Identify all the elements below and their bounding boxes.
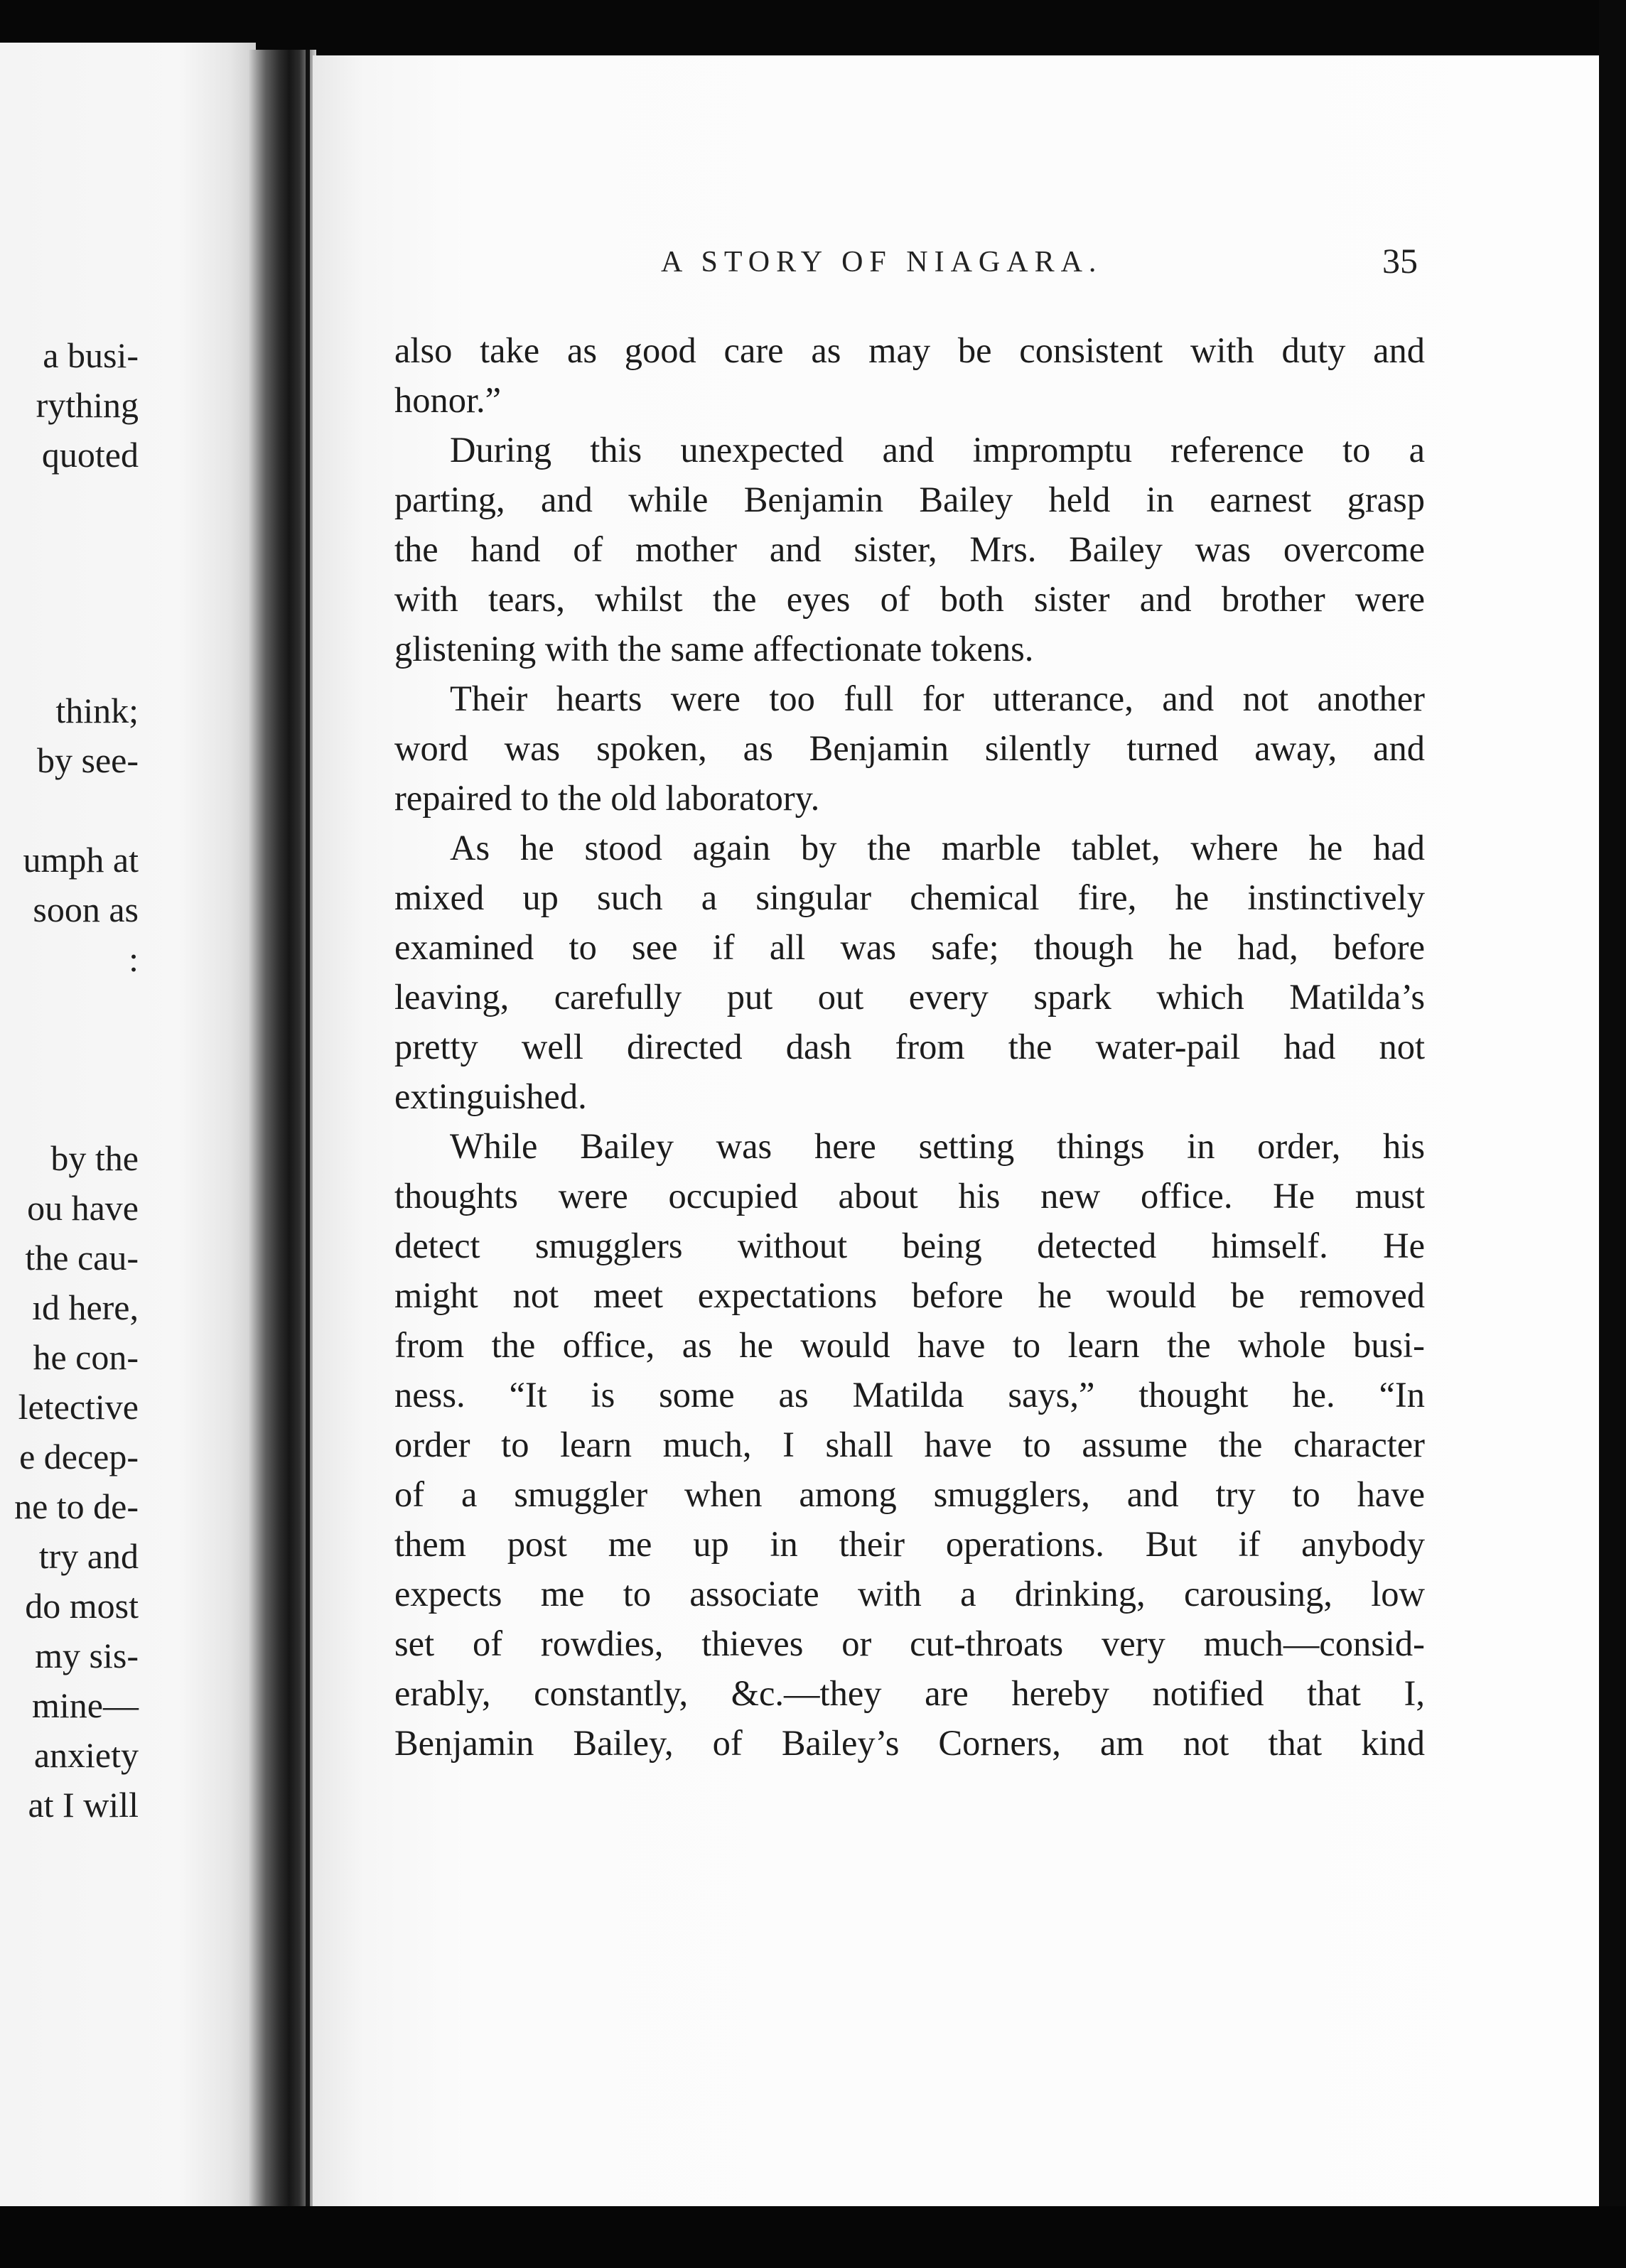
text-line: As he stood again by the marble tablet, where he had (450, 828, 1425, 868)
body-text (394, 325, 1425, 1768)
text-line: honor.” (394, 380, 502, 420)
text-line: expects me to associate with a drinking, carousing, low (394, 1574, 1425, 1614)
page-number: 35 (1382, 241, 1418, 281)
facing-page-line: by see- (37, 740, 139, 780)
text-line: also take as good care as may be consistent with duty and (394, 330, 1425, 370)
facing-page-line: e decep- (19, 1437, 139, 1476)
text-line: the hand of mother and sister, Mrs. Bailey was overcome (394, 529, 1425, 569)
facing-page-line: ne to de- (14, 1486, 139, 1526)
facing-page-left (0, 43, 256, 2206)
text-line: pretty well directed dash from the water-pail had not (394, 1027, 1425, 1066)
gutter-edge (306, 50, 310, 2206)
facing-page-line: rything (36, 385, 139, 425)
text-line: During this unexpected and impromptu reference to a (450, 430, 1425, 470)
text-line: While Bailey was here setting things in order, his (450, 1126, 1425, 1166)
text-line: ness. “It is some as Matilda says,” thought he. “In (394, 1375, 1425, 1415)
text-line: might not meet expectations before he would be removed (394, 1275, 1425, 1315)
facing-page-line: mine— (32, 1685, 139, 1725)
facing-page-line: ou have (27, 1188, 139, 1228)
facing-page-line: by the (50, 1138, 139, 1178)
text-line: them post me up in their operations. But if anybody (394, 1524, 1425, 1564)
text-line: Their hearts were too full for utterance, and not another (450, 679, 1425, 718)
text-line: erably, constantly, &c.—they are hereby notified that I, (394, 1673, 1425, 1713)
text-line: leaving, carefully put out every spark which Matilda’s (394, 977, 1425, 1017)
facing-page-line: do most (25, 1586, 139, 1626)
facing-page-line: anxiety (33, 1735, 139, 1775)
facing-page-line: the cau- (25, 1238, 139, 1278)
text-line: with tears, whilst the eyes of both sister and brother were (394, 579, 1425, 619)
facing-page-line: umph at (23, 840, 139, 880)
text-line: order to learn much, I shall have to assume the character (394, 1425, 1425, 1464)
scan-bottom-border (0, 2206, 1626, 2268)
facing-page-line: he con- (33, 1337, 139, 1377)
running-head: A STORY OF NIAGARA. (661, 246, 1103, 279)
facing-page-line: try and (38, 1536, 139, 1576)
scan-right-border (1599, 0, 1626, 2268)
facing-page-line: think; (55, 691, 139, 730)
facing-page-line: : (129, 939, 139, 979)
text-line: extinguished. (394, 1076, 587, 1116)
text-line: examined to see if all was safe; though he had, before (394, 927, 1425, 967)
facing-page-line: letective (18, 1387, 139, 1427)
text-line: detect smugglers without being detected himself. He (394, 1226, 1425, 1265)
text-line: from the office, as he would have to learn the whole busi- (394, 1325, 1425, 1365)
text-line: thoughts were occupied about his new office. He must (394, 1176, 1425, 1216)
text-line: set of rowdies, thieves or cut-throats very much—consid- (394, 1624, 1425, 1663)
text-line: parting, and while Benjamin Bailey held in earnest grasp (394, 480, 1425, 519)
text-line: word was spoken, as Benjamin silently turned away, and (394, 728, 1425, 768)
text-line: mixed up such a singular chemical fire, he instinctively (394, 878, 1425, 917)
facing-page-line: my sis- (35, 1636, 139, 1675)
facing-page-line: a busi- (43, 335, 139, 375)
text-line: of a smuggler when among smugglers, and try to have (394, 1474, 1425, 1514)
facing-page-line: soon as (33, 890, 139, 929)
facing-page-line: ıd here, (32, 1287, 139, 1327)
text-line: glistening with the same affectionate tokens. (394, 629, 1034, 669)
text-line: Benjamin Bailey, of Bailey’s Corners, am not that kind (394, 1723, 1425, 1763)
facing-page-line: quoted (41, 435, 139, 475)
text-line: repaired to the old laboratory. (394, 778, 820, 818)
facing-page-line: at I will (28, 1785, 139, 1825)
